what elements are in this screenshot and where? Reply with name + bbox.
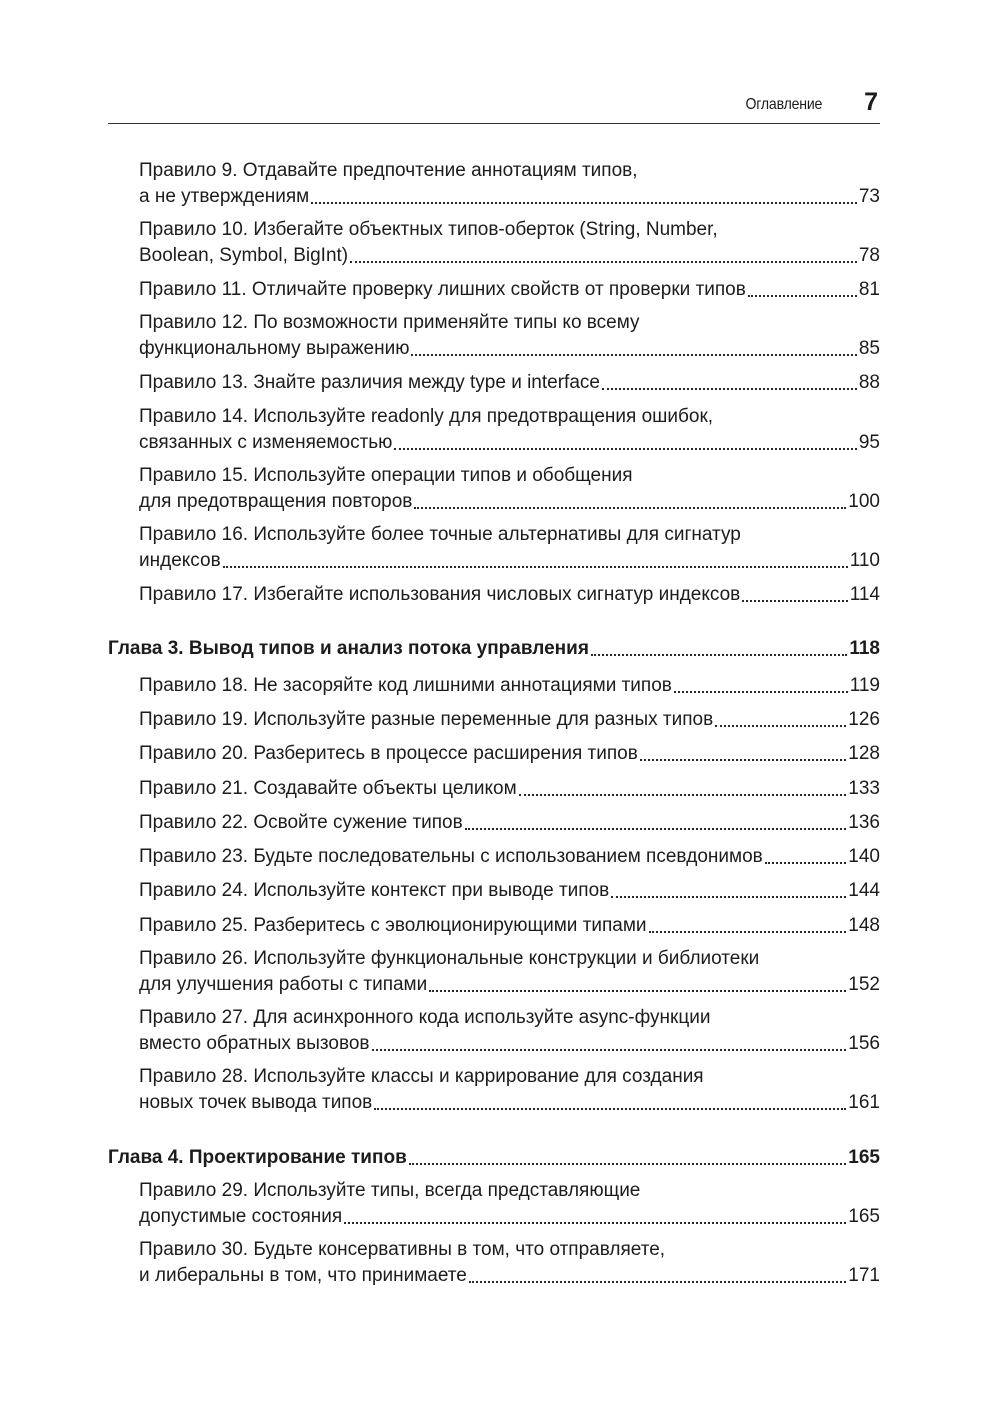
entry-page-number: 110 — [849, 550, 880, 571]
entry-title: вместо обратных вызовов — [139, 1033, 370, 1054]
toc-entry[interactable] — [139, 776, 880, 802]
toc-entry-first-line: Правило 12. По возможности применяйте типы ко всему — [139, 312, 640, 333]
entry-page-number: 85 — [858, 338, 880, 359]
entry-page-number: 88 — [858, 372, 880, 393]
running-header-title: Оглавление — [745, 96, 822, 113]
entry-page-number: 156 — [848, 1033, 880, 1054]
entry-title: для улучшения работы с типами — [139, 974, 428, 995]
toc-entry[interactable] — [139, 430, 880, 456]
toc-entry[interactable] — [139, 878, 880, 904]
entry-page-number: 81 — [858, 279, 880, 300]
entry-page-number: 95 — [858, 432, 880, 453]
page-number: 7 — [864, 88, 878, 116]
entry-page-number: 140 — [848, 846, 880, 867]
entry-page-number: 100 — [848, 491, 880, 512]
entry-title: новых точек вывода типов — [139, 1092, 373, 1113]
dot-leader — [409, 1163, 847, 1165]
entry-title: допустимые состояния — [139, 1206, 343, 1227]
entry-title: для предотвращения повторов — [139, 491, 413, 512]
dot-leader — [649, 931, 847, 933]
dot-leader — [469, 1281, 846, 1283]
dot-leader — [519, 794, 847, 796]
dot-leader — [591, 654, 847, 656]
toc-entry[interactable] — [139, 184, 880, 210]
running-header — [108, 84, 880, 124]
toc-entry[interactable] — [139, 972, 880, 998]
toc-entry[interactable] — [139, 741, 880, 767]
toc-entry-first-line: Правило 10. Избегайте объектных типов-оберток (String, Number, — [139, 219, 718, 240]
toc-entry-first-line: Правило 29. Используйте типы, всегда представляющие — [139, 1180, 641, 1201]
entry-page-number: 165 — [848, 1206, 880, 1227]
toc-entry[interactable] — [139, 548, 880, 574]
dot-leader — [429, 990, 846, 992]
toc-entry[interactable] — [139, 707, 880, 733]
dot-leader — [748, 295, 857, 297]
toc-entry[interactable] — [139, 810, 880, 836]
toc-entry[interactable] — [139, 582, 880, 608]
entry-page-number: 148 — [848, 915, 880, 936]
entry-title: Правило 19. Используйте разные переменные для разных типов — [139, 709, 714, 730]
dot-leader — [715, 725, 846, 727]
toc-entry-first-line: Правило 30. Будьте консервативны в том, что отправляете, — [139, 1239, 666, 1260]
entry-title: и либеральны в том, что принимаете — [139, 1265, 467, 1286]
entry-title: Правило 23. Будьте последовательны с использованием псевдонимов — [139, 846, 763, 867]
dot-leader — [372, 1049, 847, 1051]
entry-page-number: 119 — [849, 675, 880, 696]
dot-leader — [640, 759, 846, 761]
toc-entry[interactable] — [139, 844, 880, 870]
entry-title: связанных с изменяемостью — [139, 432, 393, 453]
entry-page-number: 171 — [848, 1265, 880, 1286]
entry-page-number: 152 — [848, 974, 880, 995]
entry-title: Правило 24. Используйте контекст при выводе типов — [139, 880, 610, 901]
dot-leader — [674, 691, 848, 693]
toc-entry-first-line: Правило 16. Используйте более точные альтернативы для сигнатур — [139, 524, 741, 545]
header-divider — [108, 123, 880, 124]
dot-leader — [374, 1108, 846, 1110]
dot-leader — [765, 862, 847, 864]
toc-entry-first-line: Правило 28. Используйте классы и каррирование для создания — [139, 1066, 704, 1087]
dot-leader — [311, 202, 857, 204]
toc-entry[interactable] — [139, 489, 880, 515]
entry-page-number: 144 — [848, 880, 880, 901]
toc-entry[interactable] — [139, 336, 880, 362]
entry-title: Правило 21. Создавайте объекты целиком — [139, 778, 517, 799]
dot-leader — [411, 354, 856, 356]
entry-page-number: 136 — [848, 812, 880, 833]
toc-entry[interactable] — [139, 243, 880, 269]
entry-title: Правило 11. Отличайте проверку лишних свойств от проверки типов — [139, 279, 746, 300]
dot-leader — [394, 448, 856, 450]
entry-page-number: 114 — [849, 584, 880, 605]
dot-leader — [465, 828, 847, 830]
entry-title: Правило 22. Освойте сужение типов — [139, 812, 463, 833]
toc-entry[interactable] — [139, 1090, 880, 1116]
entry-title: а не утверждениям — [139, 186, 310, 207]
toc-chapter[interactable] — [108, 1145, 880, 1171]
chapter-title: Глава 3. Вывод типов и анализ потока управления — [108, 638, 589, 659]
toc-entry[interactable] — [139, 1263, 880, 1289]
dot-leader — [350, 261, 857, 263]
entry-page-number: 78 — [858, 245, 880, 266]
dot-leader — [742, 600, 847, 602]
toc-entry[interactable] — [139, 277, 880, 303]
entry-title: Правило 13. Знайте различия между type и interface — [139, 372, 600, 393]
entry-page-number: 128 — [848, 743, 880, 764]
entry-title: Правило 20. Разберитесь в процессе расширения типов — [139, 743, 638, 764]
toc-entry[interactable] — [139, 673, 880, 699]
toc-entry[interactable] — [139, 370, 880, 396]
dot-leader — [602, 388, 857, 390]
entry-page-number: 126 — [848, 709, 880, 730]
entry-title: Правило 18. Не засоряйте код лишними аннотациями типов — [139, 675, 672, 696]
toc-entry-first-line: Правило 15. Используйте операции типов и обобщения — [139, 465, 633, 486]
toc-entry-first-line: Правило 14. Используйте readonly для предотвращения ошибок, — [139, 406, 714, 427]
entry-page-number: 118 — [849, 638, 880, 659]
toc-entry-first-line: Правило 27. Для асинхронного кода используйте async-функции — [139, 1007, 711, 1028]
dot-leader — [414, 507, 846, 509]
toc-entry-first-line: Правило 9. Отдавайте предпочтение аннотациям типов, — [139, 160, 638, 181]
entry-title: функциональному выражению — [139, 338, 410, 359]
toc-entry[interactable] — [139, 1031, 880, 1057]
dot-leader — [611, 896, 846, 898]
toc-entry[interactable] — [139, 1204, 880, 1230]
toc-entry-first-line: Правило 26. Используйте функциональные конструкции и библиотеки — [139, 948, 760, 969]
entry-title: Boolean, Symbol, BigInt) — [139, 245, 349, 266]
entry-page-number: 133 — [848, 778, 880, 799]
entry-title: Правило 25. Разберитесь с эволюционирующими типами — [139, 915, 647, 936]
entry-page-number: 73 — [858, 186, 880, 207]
entry-page-number: 165 — [848, 1147, 880, 1168]
dot-leader — [344, 1222, 846, 1224]
entry-page-number: 161 — [848, 1092, 880, 1113]
entry-title: индексов — [139, 550, 221, 571]
dot-leader — [223, 566, 848, 568]
toc-entry[interactable] — [139, 913, 880, 939]
toc-chapter[interactable] — [108, 636, 880, 662]
entry-title: Правило 17. Избегайте использования числовых сигнатур индексов — [139, 584, 741, 605]
chapter-title: Глава 4. Проектирование типов — [108, 1147, 407, 1168]
